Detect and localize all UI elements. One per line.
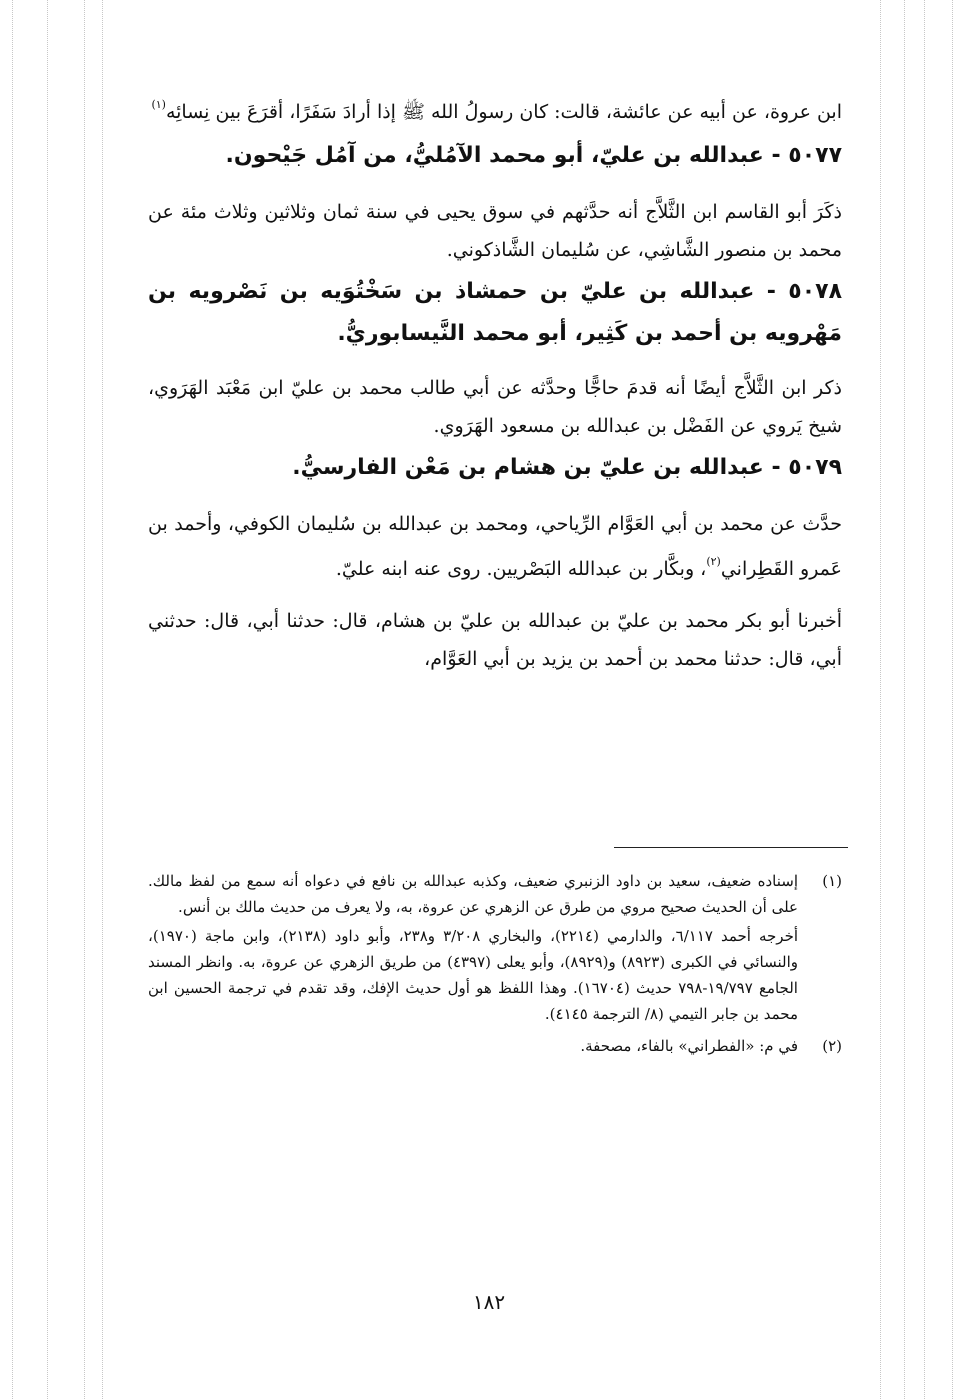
paragraph-hadith-isnad — [148, 86, 842, 131]
spacer — [148, 177, 842, 193]
footnote-text: في م: «الفطراني» بالفاء، مصحفة. — [580, 1037, 798, 1055]
entry-heading-5079: ٥٠٧٩ - عبدالله بن عليّ بن هشام بن مَعْن الفارسيُّ. — [292, 455, 842, 480]
footnote-divider — [614, 847, 848, 848]
footnote-text: إسناده ضعيف، سعيد بن داود الزنبري ضعيف، وكذبه عبدالله بن نافع في دعواه أنه سمع من لفظ مالك. على أن الحديث صحيح مروي من طرق عن الزهري عن عروة، به، ولا يعرف من حديث مالك بن أنس. — [148, 872, 798, 916]
paragraph-entry-5079 — [148, 505, 842, 588]
paragraph-text: حدَّث عن محمد بن أبي العَوَّام الرِّياحي، ومحمد بن عبدالله بن سُليمان الكوفي، وأحمد بن عَمرو القَطِراني — [148, 513, 842, 580]
paragraph-entry-5078: ذكر ابن الثَّلاَّج أيضًا أنه قدمَ حاجًّا وحدَّثه عن أبي طالب محمد بن عليّ ابن مَعْبَد الهَرَوي، شيخ يَروي عن الفَضْل بن عبدالله بن مسعود الهَرَوي. — [148, 377, 842, 437]
footnote-number: (٢) — [822, 1037, 842, 1055]
paragraph-text-continued: ، وبكَّار بن عبدالله البَصْريين. روى عنه ابنه عليّ. — [335, 558, 707, 580]
paragraph-isnad-5079: أخبرنا أبو بكر محمد بن عليّ بن عبدالله بن عليّ بن هشام، قال: حدثنا أبي، قال: حدثني أبي، قال: حدثنا محمد بن أحمد بن يزيد بن أبي العَوَّام، — [148, 610, 842, 670]
scan-dots-right-4 — [952, 0, 953, 1399]
footnote-1 — [148, 868, 842, 1027]
footnote-body — [148, 1033, 798, 1059]
scan-dots-left-4 — [102, 0, 103, 1399]
spacer — [148, 355, 842, 369]
scan-dots-left-3 — [84, 0, 85, 1399]
scan-dots-right-2 — [904, 0, 905, 1399]
scan-dots-right-3 — [924, 0, 925, 1399]
paragraph-text: ابن عروة، عن أبيه عن عائشة، قالت: كان رسولُ الله ﷺ إذا أرادَ سَفَرًا، أقرَعَ بين نِسائِه — [165, 101, 842, 123]
paragraph-entry-5077: ذكَرَ أبو القاسم ابن الثَّلاَّج أنه حدَّثهم في سوق يحيى في سنة ثمان وثلاثين وثلاث مئة عن محمد بن منصور الشَّاشِي، عن سُليمان الشَّاذكوني. — [148, 201, 842, 261]
spacer — [148, 588, 842, 602]
footnote-number: (١) — [822, 872, 842, 890]
scan-dots-left-2 — [47, 0, 48, 1399]
entry-heading-5077: ٥٠٧٧ - عبدالله بن عليّ، أبو محمد الآمُليُّ، من آمُل جَيْحون. — [225, 143, 842, 168]
entry-heading-5078: ٥٠٧٨ - عبدالله بن عليّ بن حمشاذ بن سَخْتُوَيه بن نَصْرويه بن مَهْرويه بن أحمد بن كَثِير، أبو محمد النَّيسابوريُّ. — [148, 279, 842, 346]
footnote-text: أخرجه أحمد ٦/١١٧، والدارمي (٢٢١٤)، والبخاري ٣/٢٠٨ و٢٣٨، وأبو داود (٢١٣٨)، وابن ماجة (١٩٧٠)، والنسائي في الكبرى (٨٩٢٣) و(٨٩٢٩)، وأبو يعلى (٤٣٩٧) من طريق الزهري عن عروة، به. وانظر المسند الجامع ١٩/٧٩٧-٧٩٨ حديث (١٦٧٠٤). وهذا اللفظ هو أول حديث الإفك، وقد تقدم في ترجمة الحسين ابن محمد بن جابر التيمي (٨/ الترجمة ٤١٤٥). — [148, 927, 799, 1023]
footnote-body — [148, 868, 798, 1027]
spacer — [148, 489, 842, 505]
footnote-2 — [148, 1033, 842, 1059]
footnotes — [148, 868, 842, 1059]
footnote-ref-1[interactable]: (١) — [151, 98, 166, 111]
scan-dots-right-1 — [880, 0, 881, 1399]
page-body — [148, 82, 842, 678]
scan-dots-left-1 — [12, 0, 13, 1399]
footnote-ref-2[interactable]: (٢) — [706, 555, 721, 568]
page-number: ١٨٢ — [472, 1290, 506, 1314]
